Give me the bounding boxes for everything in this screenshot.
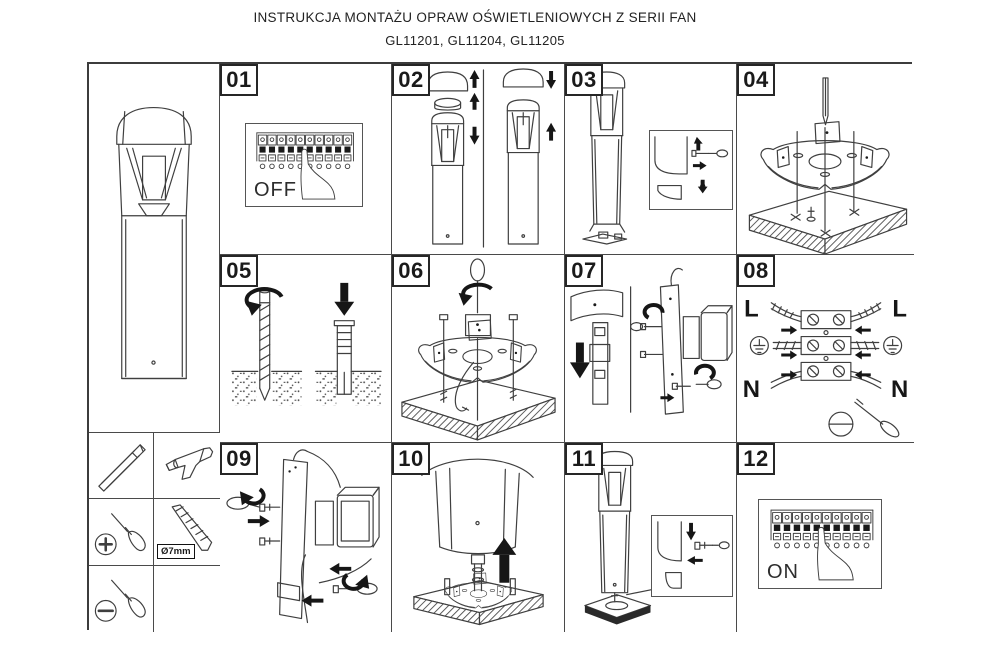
power-on-label: ON bbox=[767, 561, 799, 583]
step-12-inset bbox=[758, 499, 882, 589]
step-01-inset bbox=[245, 123, 363, 207]
drill-bit-size-label: Ø7mm bbox=[157, 544, 195, 559]
product-cell bbox=[89, 64, 220, 433]
step-09-cell bbox=[220, 443, 392, 632]
step-11-inset bbox=[651, 515, 733, 597]
tool-empty-cell bbox=[154, 566, 220, 632]
tools-cell bbox=[89, 433, 220, 632]
instruction-grid bbox=[87, 62, 912, 630]
step-07-number: 07 bbox=[565, 255, 603, 287]
live-label-left: L bbox=[744, 295, 759, 323]
tool-drill bbox=[154, 433, 220, 499]
step-11-cell bbox=[565, 443, 737, 632]
step-05-number: 05 bbox=[220, 255, 258, 287]
step-02-cell bbox=[392, 64, 565, 255]
page-title: INSTRUKCJA MONTAŻU OPRAW OŚWIETLENIOWYCH Z SERII FAN bbox=[253, 10, 697, 25]
step-10-cell bbox=[392, 443, 565, 632]
side-screw-detail-icon bbox=[652, 516, 732, 596]
pencil-icon bbox=[89, 433, 153, 498]
step-01-number: 01 bbox=[220, 64, 258, 96]
step-12-number: 12 bbox=[737, 443, 775, 475]
step-04-cell bbox=[737, 64, 914, 255]
flat-screwdriver-icon bbox=[89, 566, 153, 632]
tool-drill-bit bbox=[154, 499, 220, 566]
step-07-cell bbox=[565, 255, 737, 443]
step-10-number: 10 bbox=[392, 443, 430, 475]
model-numbers: GL11201, GL11204, GL11205 bbox=[385, 33, 565, 48]
step-03-inset bbox=[649, 130, 733, 210]
live-label-right: L bbox=[892, 295, 907, 323]
step-03-number: 03 bbox=[565, 64, 603, 96]
bracket-screw-detail-icon bbox=[650, 131, 732, 209]
phillips-screwdriver-icon bbox=[89, 499, 153, 565]
tool-phillips-screwdriver bbox=[89, 499, 154, 566]
step-02-number: 02 bbox=[392, 64, 430, 96]
fan-series-bollard-light-icon bbox=[89, 64, 219, 432]
step-03-cell bbox=[565, 64, 737, 255]
step-06-number: 06 bbox=[392, 255, 430, 287]
tool-pencil bbox=[89, 433, 154, 499]
step-05-cell bbox=[220, 255, 392, 443]
step-12-cell bbox=[737, 443, 914, 632]
power-off-label: OFF bbox=[254, 179, 297, 201]
neutral-label-left: N bbox=[742, 376, 761, 404]
step-06-cell bbox=[392, 255, 565, 443]
neutral-label-right: N bbox=[890, 376, 909, 404]
step-11-number: 11 bbox=[565, 443, 603, 475]
step-08-number: 08 bbox=[737, 255, 775, 287]
power-drill-icon bbox=[154, 433, 220, 498]
step-04-number: 04 bbox=[737, 64, 775, 96]
tool-flat-screwdriver bbox=[89, 566, 154, 632]
step-08-cell bbox=[737, 255, 914, 443]
header bbox=[0, 10, 950, 48]
step-01-cell bbox=[220, 64, 392, 255]
step-09-number: 09 bbox=[220, 443, 258, 475]
